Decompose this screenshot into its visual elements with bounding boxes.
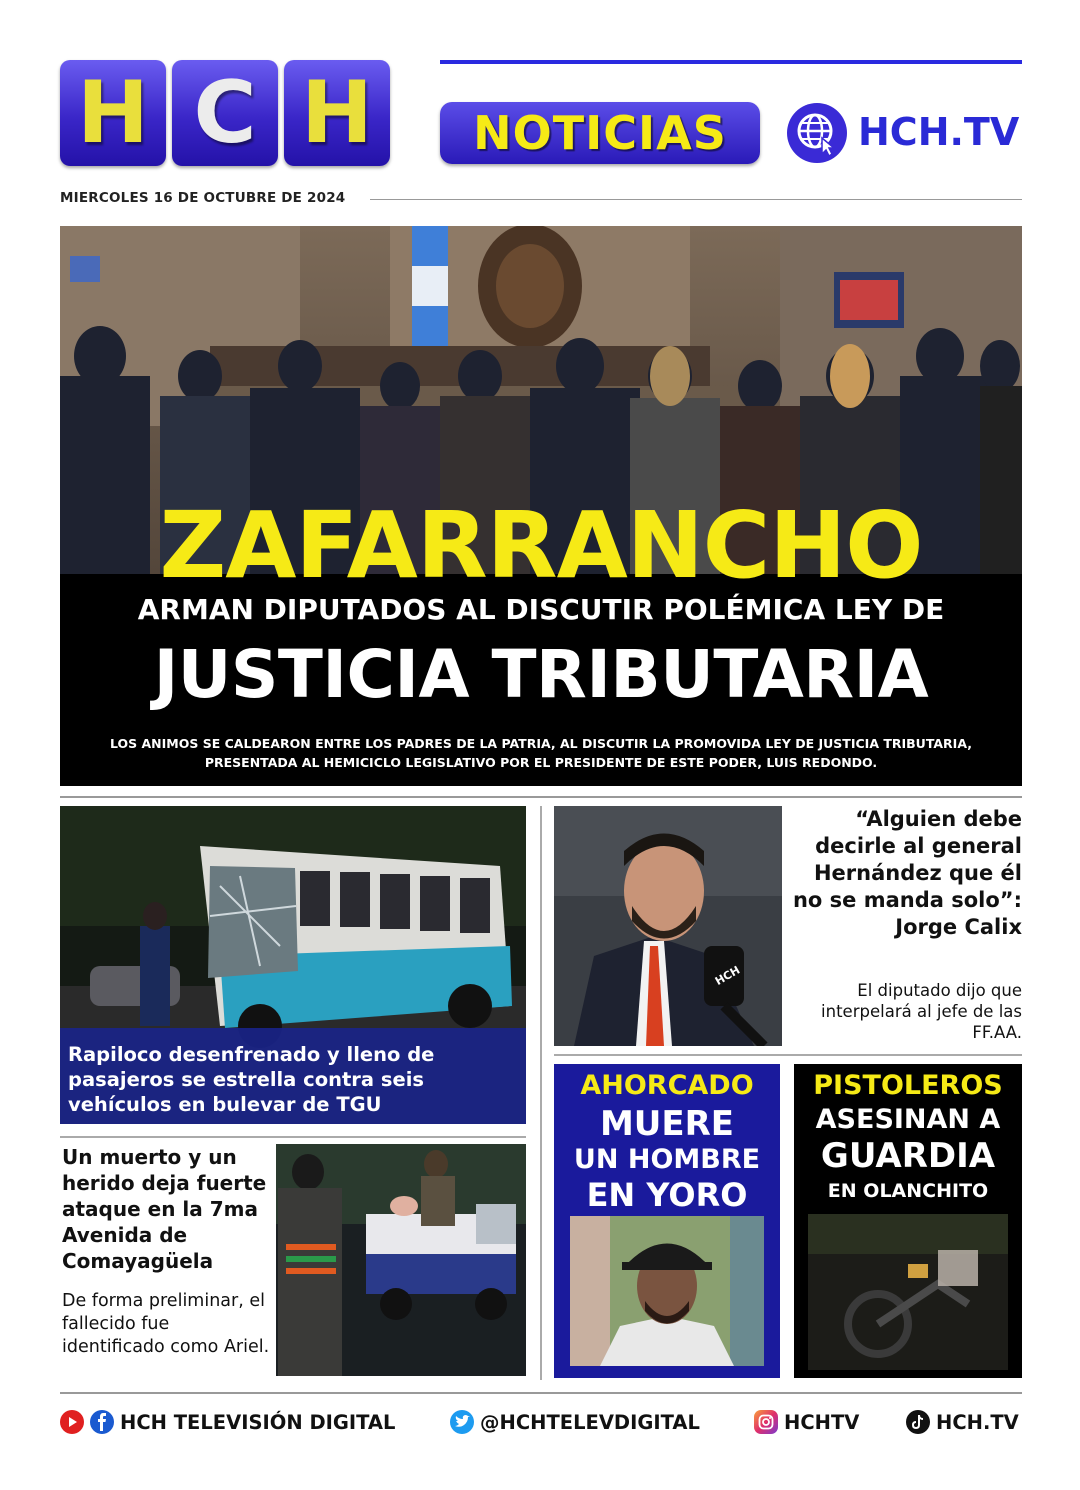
- section-badge: [440, 102, 760, 164]
- footer-item-instagram[interactable]: [754, 1404, 859, 1440]
- calix-speaker: Jorge Calix: [895, 915, 1022, 939]
- footer-item-youtube-facebook[interactable]: [60, 1404, 395, 1440]
- hero-title: ZAFARRANCHO: [159, 492, 923, 599]
- ahorcado-line-1: MUERE: [599, 1104, 735, 1144]
- facebook-icon[interactable]: [90, 1410, 114, 1434]
- bus-story-caption: Rapiloco desenfrenado y lleno de pasajeros se estrella contra seis vehículos en bulevar de TGU: [60, 1028, 526, 1124]
- ahorcado-kicker: AHORCADO: [580, 1070, 754, 1101]
- hero-headline: JUSTICIA TRIBUTARIA: [153, 636, 929, 713]
- section-label: NOTICIAS: [473, 106, 727, 160]
- hero-subtitle: ARMAN DIPUTADOS AL DISCUTIR POLÉMICA LEY DE: [137, 593, 945, 626]
- footer-label: HCH TELEVISIÓN DIGITAL: [120, 1410, 396, 1434]
- globe-cursor-icon[interactable]: [786, 102, 848, 164]
- column-divider: [540, 806, 542, 1380]
- pistoleros-line-3: EN OLANCHITO: [827, 1180, 989, 1202]
- pistoleros-line-2: GUARDIA: [820, 1136, 996, 1176]
- story-divider-right: [554, 1054, 1022, 1056]
- footer-label: @HCHTELEVDIGITAL: [480, 1410, 700, 1434]
- site-url[interactable]: HCH.TV: [858, 110, 1020, 154]
- twitter-icon[interactable]: [450, 1410, 474, 1434]
- pistoleros-kicker: PISTOLEROS: [813, 1070, 1003, 1101]
- attack-story-description: De forma preliminar, el fallecido fue identificado como Ariel.: [62, 1291, 270, 1357]
- calix-quote: “Alguien debe decirle al general Hernández que él no se manda solo”:: [792, 807, 1022, 912]
- hch-logo: [60, 60, 390, 166]
- ahorcado-line-2: UN HOMBRE: [573, 1144, 761, 1175]
- ahorcado-photo: [570, 1216, 764, 1366]
- youtube-icon[interactable]: [60, 1410, 84, 1434]
- calix-photo: [554, 806, 782, 1046]
- calix-description: El diputado dijo que interpelará al jefe de las FF.AA.: [821, 981, 1022, 1042]
- story-divider-left: [60, 1136, 526, 1138]
- footer-label: HCHTV: [784, 1410, 860, 1434]
- calix-quote-block[interactable]: [790, 806, 1022, 941]
- issue-date: MIERCOLES 16 DE OCTUBRE DE 2024: [60, 190, 346, 206]
- pistoleros-photo: [808, 1214, 1008, 1370]
- attack-story-title[interactable]: Un muerto y un herido deja fuerte ataque en la 7ma Avenida de Comayagüela: [62, 1145, 267, 1273]
- logo-letter: H: [77, 63, 149, 163]
- logo-letter: C: [193, 63, 257, 163]
- tiktok-icon[interactable]: [906, 1410, 930, 1434]
- pistoleros-line-1: ASESINAN A: [815, 1104, 1001, 1135]
- section-divider: [60, 796, 1022, 798]
- instagram-icon[interactable]: [754, 1410, 778, 1434]
- social-footer: [60, 1404, 1022, 1440]
- logo-box-3: [284, 60, 390, 166]
- ahorcado-story[interactable]: [554, 1064, 780, 1378]
- hero-story[interactable]: [60, 226, 1022, 786]
- mic-flag-label: HCH: [712, 963, 743, 988]
- ahorcado-line-3: EN YORO: [586, 1176, 748, 1214]
- logo-box-1: [60, 60, 166, 166]
- footer-item-tiktok[interactable]: [906, 1404, 1019, 1440]
- logo-letter: H: [301, 63, 373, 163]
- attack-photo: [276, 1144, 526, 1376]
- hero-description: LOS ANIMOS SE CALDEARON ENTRE LOS PADRES DE LA PATRIA, AL DISCUTIR LA PROMOVIDA LEY DE JUSTICIA TRIBUTARIA, PRESENTADA AL HEMICICLO LEGISLATIVO POR EL PRESIDENTE DE ESTE PODER, LUIS REDONDO.: [110, 736, 972, 770]
- bus-crash-story[interactable]: [60, 806, 526, 1124]
- date-rule: [370, 199, 1022, 200]
- pistoleros-story[interactable]: [794, 1064, 1022, 1378]
- footer-label: HCH.TV: [936, 1410, 1019, 1434]
- footer-item-twitter[interactable]: [450, 1404, 700, 1440]
- logo-box-2: [172, 60, 278, 166]
- top-rule: [440, 60, 1022, 64]
- footer-rule: [60, 1392, 1022, 1394]
